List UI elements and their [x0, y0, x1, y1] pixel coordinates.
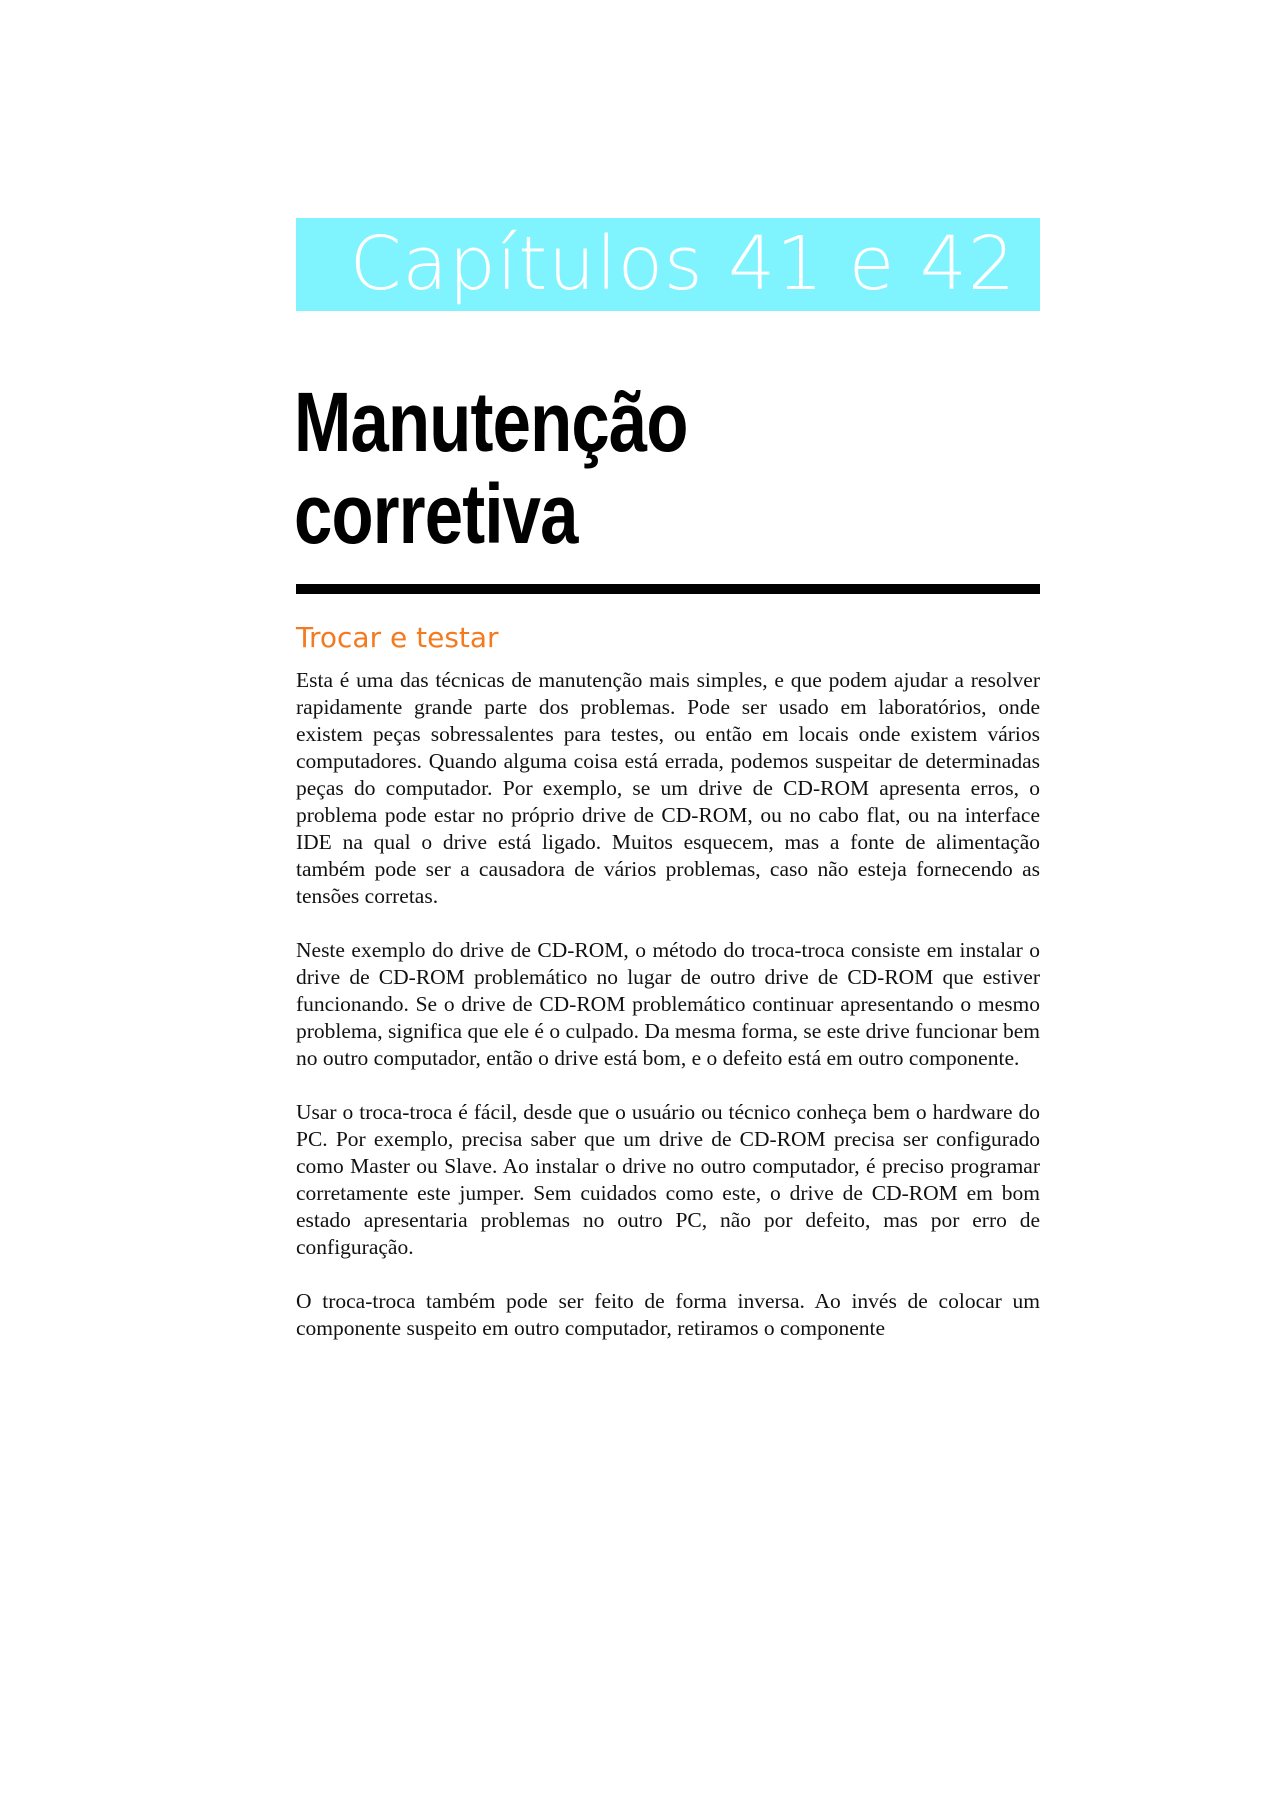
body-text	[296, 667, 1040, 1369]
chapter-banner-text: Capítulos 41 e 42	[349, 221, 1016, 307]
paragraph: O troca-troca também pode ser feito de forma inversa. Ao invés de colocar um componente suspeito em outro computador, retiramos o componente	[296, 1289, 1040, 1340]
page-title	[294, 376, 917, 560]
chapter-banner	[296, 218, 1040, 311]
paragraph: Usar o troca-troca é fácil, desde que o usuário ou técnico conheça bem o hardware do PC. Por exemplo, precisa saber que um drive de CD-ROM precisa ser configurado como Master ou Slave. Ao instalar o drive no outro computador, é preciso programar corretamente este jumper. Sem cuidados como este, o drive de CD-ROM em bom estado apresentaria problemas no outro PC, não por defeito, mas por erro de configuração.	[296, 1100, 1040, 1259]
section-heading: Trocar e testar	[296, 621, 499, 654]
page-title-line-1: Manutenção	[294, 375, 688, 469]
paragraph: Esta é uma das técnicas de manutenção mais simples, e que podem ajudar a resolver rapidamente grande parte dos problemas. Pode ser usado em laboratórios, onde existem peças sobressalentes para testes, ou então em locais onde existem vários computadores. Quando alguma coisa está errada, podemos suspeitar de determinadas peças do computador. Por exemplo, se um drive de CD-ROM apresenta erros, o problema pode estar no próprio drive de CD-ROM, ou no cabo flat, ou na interface IDE na qual o drive está ligado. Muitos esquecem, mas a fonte de alimentação também pode ser a causadora de vários problemas, caso não esteja fornecendo as tensões corretas.	[296, 668, 1040, 908]
page-title-line-2: corretiva	[294, 467, 578, 561]
title-divider	[296, 584, 1040, 594]
paragraph: Neste exemplo do drive de CD-ROM, o método do troca-troca consiste em instalar o drive de CD-ROM problemático no lugar de outro drive de CD-ROM que estiver funcionando. Se o drive de CD-ROM problemático continuar apresentando o mesmo problema, significa que ele é o culpado. Da mesma forma, se este drive funcionar bem no outro computador, então o drive está bom, e o defeito está em outro componente.	[296, 938, 1040, 1070]
